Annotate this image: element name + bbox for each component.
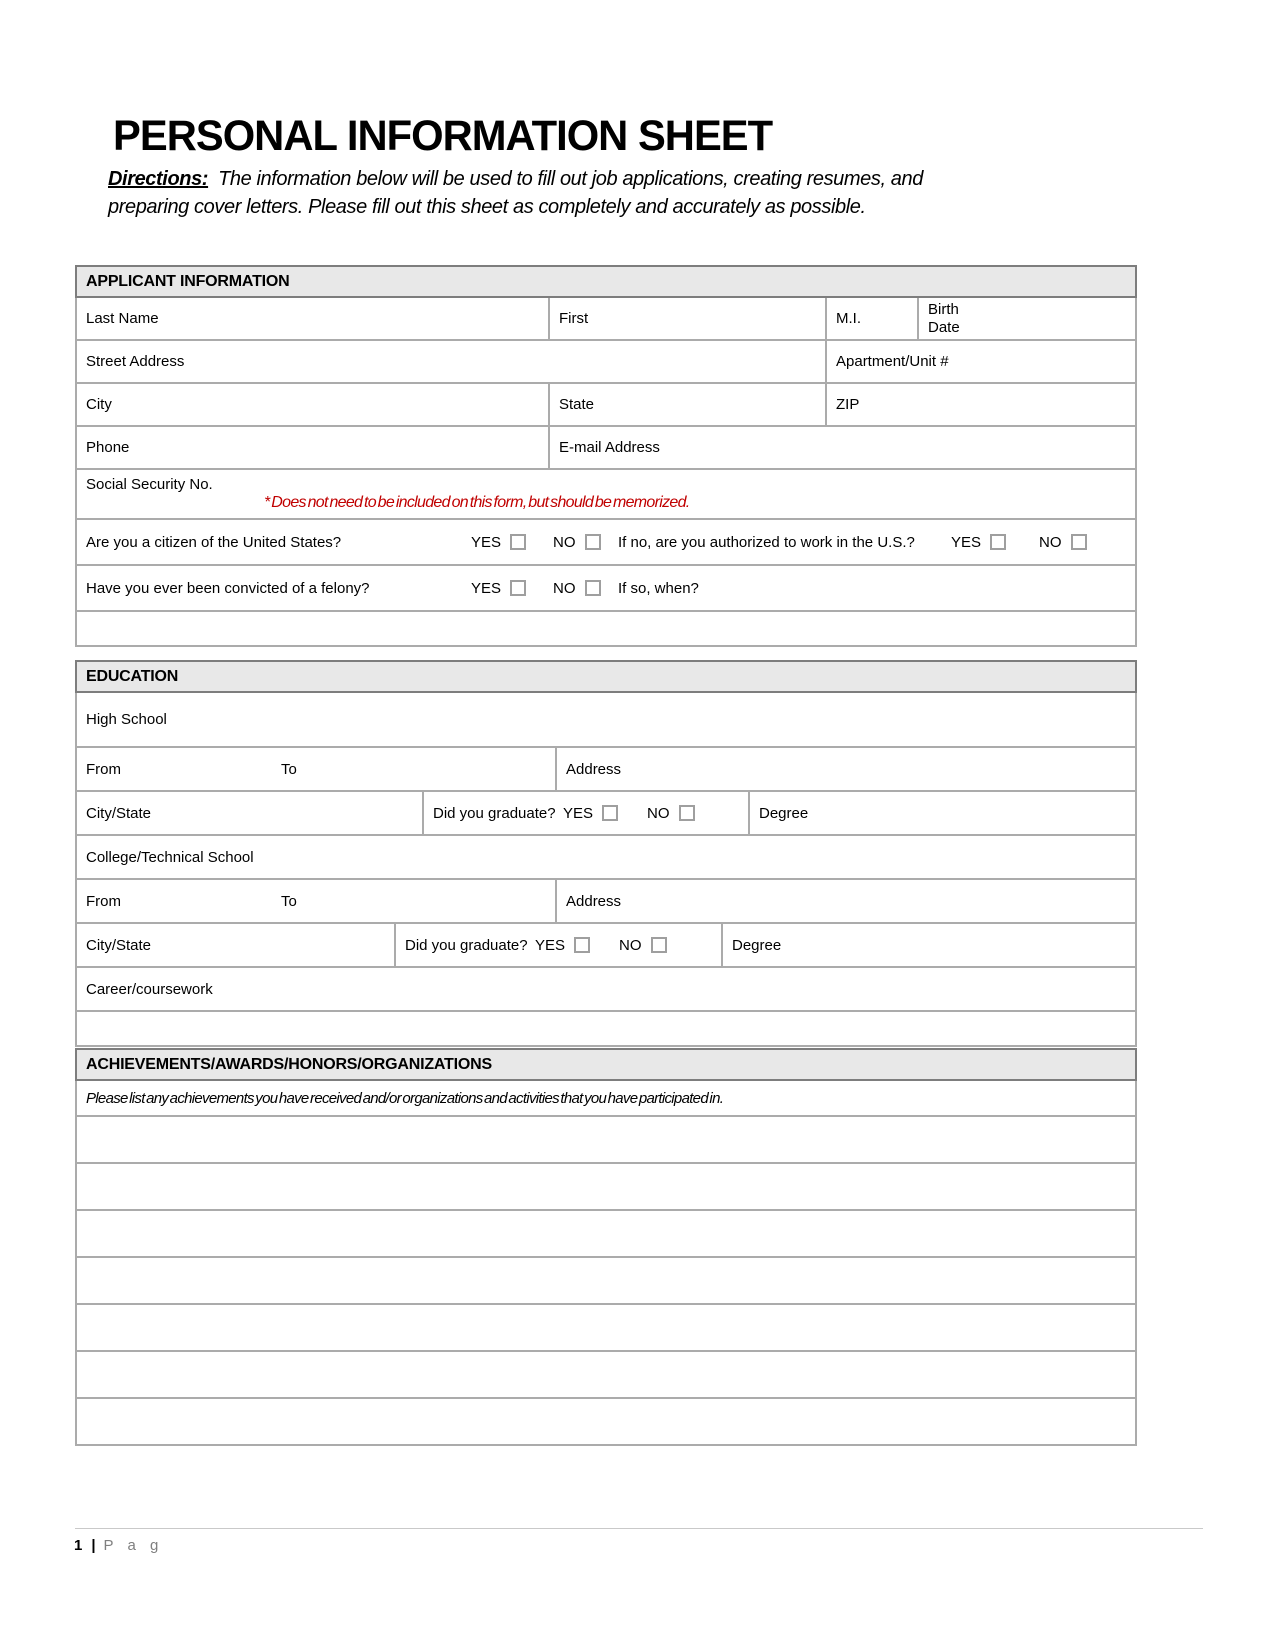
citizen-no-checkbox[interactable] [585,534,601,550]
page-footer [74,1537,163,1554]
applicant-table [75,265,1137,647]
directions-text: The information below will be used to fill out job applications, creating resumes, and preparing cover letters. Please fill out this sheet as completely and accurately as possible. [108,168,923,218]
hs-city-state-label: City/State [86,804,152,822]
city-label: City [86,396,112,413]
college-degree-field[interactable] [722,923,1136,967]
college-graduate-no-label: NO [619,936,642,954]
authorized-yes-checkbox[interactable] [990,534,1006,550]
first-name-label: First [559,310,589,327]
college-degree-label: Degree [732,936,782,954]
college-city-state-field[interactable] [76,923,395,967]
felony-question-row [76,565,1136,611]
hs-from-label: From [86,760,121,778]
achievements-blank-row-2[interactable] [76,1163,1136,1210]
felony-no-label: NO [553,579,576,597]
phone-field[interactable] [76,426,549,469]
college-graduate-no-checkbox[interactable] [651,937,667,953]
achievements-blank-row-3[interactable] [76,1210,1136,1257]
applicant-section-header: APPLICANT INFORMATION [76,266,1136,297]
hs-address-label: Address [566,760,622,778]
birth-date-label-line1: Birth [928,300,959,318]
last-name-label: Last Name [86,310,159,327]
phone-label: Phone [86,439,130,456]
authorized-no-label: NO [1039,533,1062,551]
achievements-blank-row-4[interactable] [76,1257,1136,1304]
achievements-blank-row-7[interactable] [76,1398,1136,1445]
felony-question-label: Have you ever been convicted of a felony? [86,579,370,597]
felony-yes-label: YES [471,579,502,597]
middle-initial-label: M.I. [836,310,861,327]
education-table [75,660,1137,1047]
hs-degree-field[interactable] [749,791,1136,835]
zip-label: ZIP [836,396,860,413]
college-address-label: Address [566,892,622,910]
college-city-state-label: City/State [86,936,152,954]
directions [108,166,968,221]
achievements-blank-row-1[interactable] [76,1116,1136,1163]
achievements-note: Please list any achievements you have received and/or organizations and activities that you have participated in. [76,1080,1136,1116]
college-label: College/Technical School [86,848,254,866]
hs-graduate-yes-label: YES [563,804,594,822]
zip-field[interactable] [826,383,1136,426]
citizen-yes-label: YES [471,533,502,551]
birth-date-field[interactable] [918,297,1136,340]
street-address-field[interactable] [76,340,826,383]
footer-separator: | [91,1537,96,1554]
citizen-yes-checkbox[interactable] [510,534,526,550]
first-name-field[interactable] [549,297,826,340]
college-field[interactable] [76,835,1136,879]
citizen-question-row [76,519,1136,565]
state-label: State [559,396,595,413]
applicant-blank-row[interactable] [76,611,1136,646]
felony-yes-checkbox[interactable] [510,580,526,596]
ssn-note: * Does not need to be included on this form, but should be memorized. [264,493,690,511]
achievements-table [75,1048,1137,1446]
email-field[interactable] [549,426,1136,469]
citizen-question-label: Are you a citizen of the United States? [86,533,342,551]
felony-no-checkbox[interactable] [585,580,601,596]
hs-graduate-yes-checkbox[interactable] [602,805,618,821]
hs-graduate-no-label: NO [647,804,670,822]
achievements-section-header: ACHIEVEMENTS/AWARDS/HONORS/ORGANIZATIONS [76,1049,1136,1080]
footer-page-label: P a g [103,1537,164,1554]
middle-initial-field[interactable] [826,297,918,340]
page-number: 1 [74,1537,83,1554]
citizen-no-label: NO [553,533,576,551]
college-to-label: To [281,892,297,910]
education-section-header: EDUCATION [76,661,1136,692]
ssn-field[interactable] [76,469,1136,519]
hs-city-state-field[interactable] [76,791,423,835]
college-graduate-yes-checkbox[interactable] [574,937,590,953]
hs-graduate-no-checkbox[interactable] [679,805,695,821]
apartment-label: Apartment/Unit # [836,353,949,370]
college-from-to-field[interactable] [76,879,556,923]
hs-graduate-question-label: Did you graduate? [433,804,556,822]
career-coursework-label: Career/coursework [86,980,213,998]
email-label: E-mail Address [559,439,660,456]
ssn-label: Social Security No. [86,475,213,493]
high-school-label: High School [86,711,167,728]
city-field[interactable] [76,383,549,426]
authorized-no-checkbox[interactable] [1071,534,1087,550]
footer-divider [75,1528,1203,1529]
college-from-label: From [86,892,121,910]
birth-date-label-line2: Date [928,318,960,336]
achievements-blank-row-5[interactable] [76,1304,1136,1351]
authorized-yes-label: YES [951,533,982,551]
hs-address-field[interactable] [556,747,1136,791]
state-field[interactable] [549,383,826,426]
street-address-label: Street Address [86,353,185,370]
achievements-blank-row-6[interactable] [76,1351,1136,1398]
college-graduate-question-label: Did you graduate? [405,936,528,954]
felony-when-label: If so, when? [618,579,699,597]
page-title: PERSONAL INFORMATION SHEET [113,112,773,160]
last-name-field[interactable] [76,297,549,340]
hs-graduate-field [423,791,749,835]
college-address-field[interactable] [556,879,1136,923]
hs-from-to-field[interactable] [76,747,556,791]
directions-label: Directions: [108,168,209,190]
hs-to-label: To [281,760,297,778]
high-school-field[interactable] [76,692,1136,747]
education-blank-row[interactable] [76,1011,1136,1046]
authorized-question-label: If no, are you authorized to work in the U.S.? [618,533,915,551]
college-graduate-yes-label: YES [535,936,566,954]
apartment-field[interactable] [826,340,1136,383]
hs-degree-label: Degree [759,804,809,822]
college-graduate-field [395,923,722,967]
career-coursework-field[interactable] [76,967,1136,1011]
